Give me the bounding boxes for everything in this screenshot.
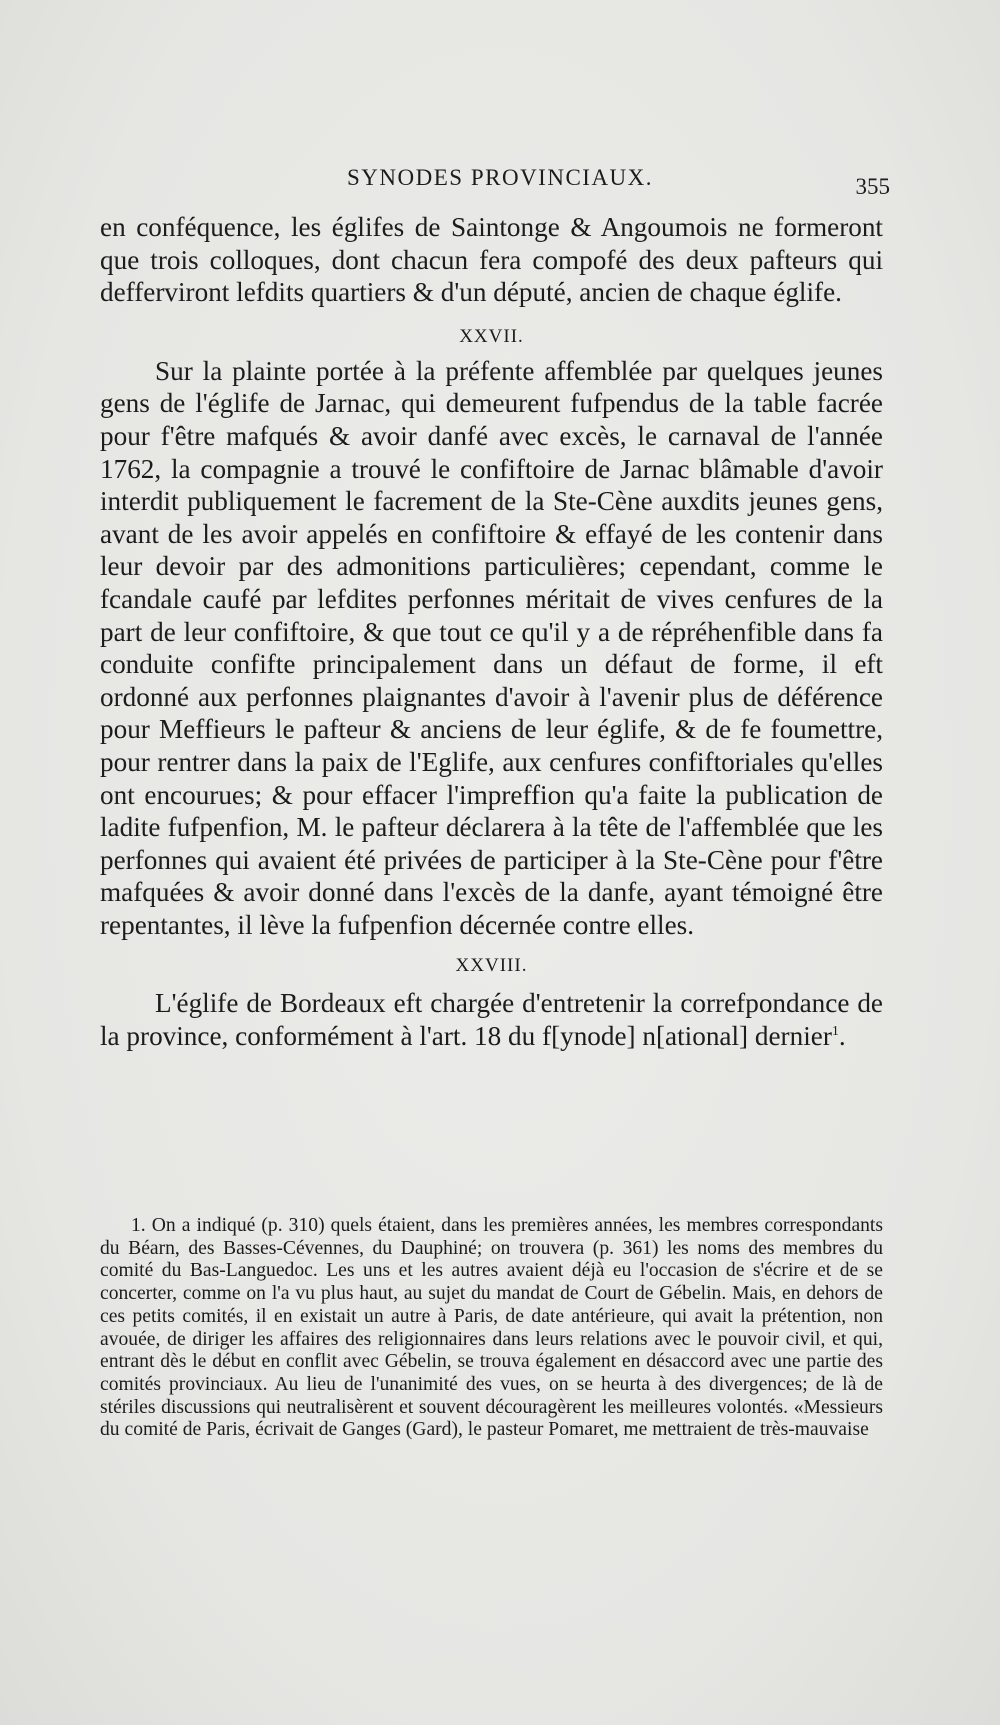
- section-xxviii-text-end: .: [838, 1021, 846, 1052]
- page-number: 355: [855, 174, 890, 199]
- section-xxviii-paragraph: [100, 987, 883, 1052]
- opening-paragraph: en conféquence, les églifes de Saintonge & Angoumois ne formeront que trois colloques, dont chacun fera compofé des deux pafteurs qui defferviront lefdits quartiers & d'un député, ancien de chaque églife.: [100, 212, 883, 308]
- section-xxviii-text: L'églife de Bordeaux eft chargée d'entretenir la correfpondance de la province, conformément à l'art. 18 du f[ynode] n[ational] dernier: [100, 988, 883, 1052]
- footnote: [100, 1215, 883, 1442]
- footnote-text: On a indiqué (p. 310) quels étaient, dans les premières années, les membres correspondants du Béarn, des Basses-Cévennes, du Dauphiné; on trouvera (p. 361) les noms des membres du comité du Bas-Languedoc. Les uns et les autres avaient déjà eu l'occasion de s'écrire et de se concerter, comme on l'a vu plus haut, au sujet du mandat de Court de Gébelin. Mais, en dehors de ces petits comités, il en existait un autre à Paris, de date antérieure, qui avait la prétention, non avouée, de diriger les affaires des religionnaires dans leurs relations avec le pouvoir civil, et qui, entrant dès le début en conflit avec Gébelin, se trouva également en désaccord avec une partie des comités provinciaux. Au lieu de l'unanimité des vues, on se heurta à des divergences; de là de stériles discussions qui neutralisèrent et souvent découragèrent les meilleures volontés. «Messieurs du comité de Paris, écrivait de Ganges (Gard), le pasteur Pomaret, me mettraient de très-mauvaise: [100, 1215, 884, 1441]
- footnote-reference: 1: [831, 1024, 839, 1039]
- running-title: SYNODES PROVINCIAUX.: [347, 165, 654, 190]
- section-xxvii-text: Sur la plainte portée à la préfente affemblée par quelques jeunes gens de l'églife de Jarnac, qui demeurent fufpendus de la table facrée pour f'être mafqués & avoir danfé avec excès, le carnaval de l'année 1762, la compagnie a trouvé le confiftoire de Jarnac blâmable d'avoir interdit publiquement le facrement de la Ste-Cène auxdits jeunes gens, avant de les avoir appelés en confiftoire & effayé de les contenir dans leur devoir par des admonitions particulières; cependant, comme le fcandale caufé par lefdites perfonnes méritait de vives cenfures de la part de leur confiftoire, & que tout ce qu'il y a de répréhenfible dans fa conduite confifte principalement dans un défaut de forme, il eft ordonné aux perfonnes plaignantes d'avoir à l'avenir plus de déférence pour Meffieurs le pafteur & anciens de leur églife, & de fe foumettre, pour rentrer dans la paix de l'Eglife, aux cenfures confiftoriales qu'elles ont encourues; & pour effacer l'impreffion qu'a faite la publication de ladite fufpenfion, M. le pafteur déclarera à la tête de l'affemblée que les perfonnes qui avaient été privées de participer à la Ste-Cène pour f'être mafquées & avoir donné dans l'excès de la danfe, ayant témoigné être repentantes, il lève la fufpenfion décernée contre elles.: [100, 355, 883, 940]
- page-header: [100, 160, 890, 200]
- section-number-xxviii: XXVIII.: [455, 955, 528, 977]
- section-number-xxvii: XXVII.: [459, 325, 524, 347]
- footnote-marker: 1.: [131, 1215, 146, 1236]
- main-text: [100, 211, 883, 1053]
